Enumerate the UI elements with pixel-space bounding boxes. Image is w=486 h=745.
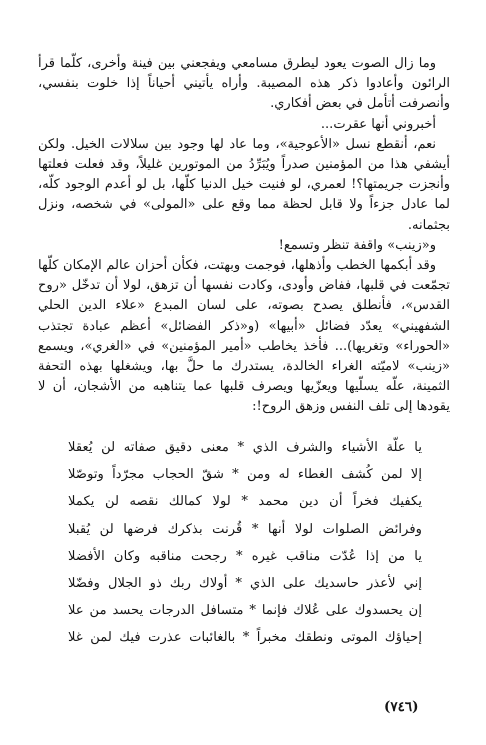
poem-line: إحياؤك الموتى ونطقك مخبراً * بالغائبات عذرت فيك لمن غلا — [68, 630, 422, 646]
poem-line: وفرائض الصلوات لولا أنها * قُرنت بذكرك فرضها لن يُقبلا — [68, 521, 422, 537]
paragraph-zaynab: و«زينب» واقفة تنظر وتسمع! — [278, 237, 436, 253]
poem-line: يكفيك فخراً أن دين محمد * لولا كمالك نقصه لن يكملا — [68, 494, 422, 510]
poem-line: إني لأعذر حاسديك على الذي * أولاك ربك ذو الجلال وفضّلا — [68, 576, 422, 592]
prose-body — [38, 54, 450, 418]
poem-line: يا علّة الأشياء والشرف الذي * معنى دقيق صفاته لن يُعقلا — [68, 440, 422, 455]
poem-line: يا من إذا عُدّت مناقب غيره * رجحت مناقبه وكان الأفضلا — [68, 548, 422, 564]
poem — [68, 434, 422, 652]
paragraph-lineage: نعم، أنقطع نسل «الأعوجية»، وما عاد لها وجود بين سلالات الخيل. ولكن أيشفي هذا من المؤمنين صدراً ويُبَرِّدُ من الموتورين غليلاً، وقد فعلت فعلتها وأنجزت جريمتها؟! لعمري، لو فنيت خيل الدنيا كلّها، بل لو أعدم الوجود كلّه، لما عادل جزءاً ولا قابل لحظة مما وقع على «المولى» في شخصه، ونزل بجثمانه. — [38, 136, 450, 233]
poem-line: إن يحسدوك على عُلاك فإنما * متسافل الدرجات يحسد من علا — [68, 603, 422, 619]
paragraph-grief: وقد أبكمها الخطب وأذهلها، فوجمت وبهتت، فكأن أحزان عالم الإمكان كلّها تجمّعت في قلبها، ففاض وأودى، وكادت نفسها أن تزهق، لولا أن تدخّل «روح القدس»، فأنطلق يصدح بصوته، على لسان المبدع «علاء الدين الحلي الشفهيني» يعدّد فضائل «أبيها» (و«ذكر الفضائل» أعظم عبادة تجتذب «الحوراء» وتغريها)... فأخذ يخاطب «أمير المؤمنين» في «الغري»، ويسمع «زينب» لاميّته الغراء الخالدة، يستدرك ما حلَّ بها، ويشغلها بهذه التحفة الثمينة، علّه يسلّيها ويعزّيها ويصرف قلبها عما يتناهبه من الأشجان، أن لا يقودها إلى تلف النفس وزهق الروح!: — [38, 258, 450, 415]
paragraph-hamstrung: أخبروني أنها عقرت... — [320, 116, 436, 132]
page-number: (٧٤٦) — [384, 699, 419, 715]
poem-line: إلا لمن كُشف الغطاء له ومن * شقّ الحجاب مجرّداً وتوصّلا — [68, 467, 422, 483]
paragraph-voice: وما زال الصوت يعود ليطرق مسامعي ويفجعني بين فينة وأخرى، كلّما قرأ الرائون وأعادوا ذكر هذه المصيبة. وأراه يأتيني أحياناً إذا خلوت بنفسي، وأنصرفت أتأمل في بعض أفكاري. — [38, 56, 450, 112]
